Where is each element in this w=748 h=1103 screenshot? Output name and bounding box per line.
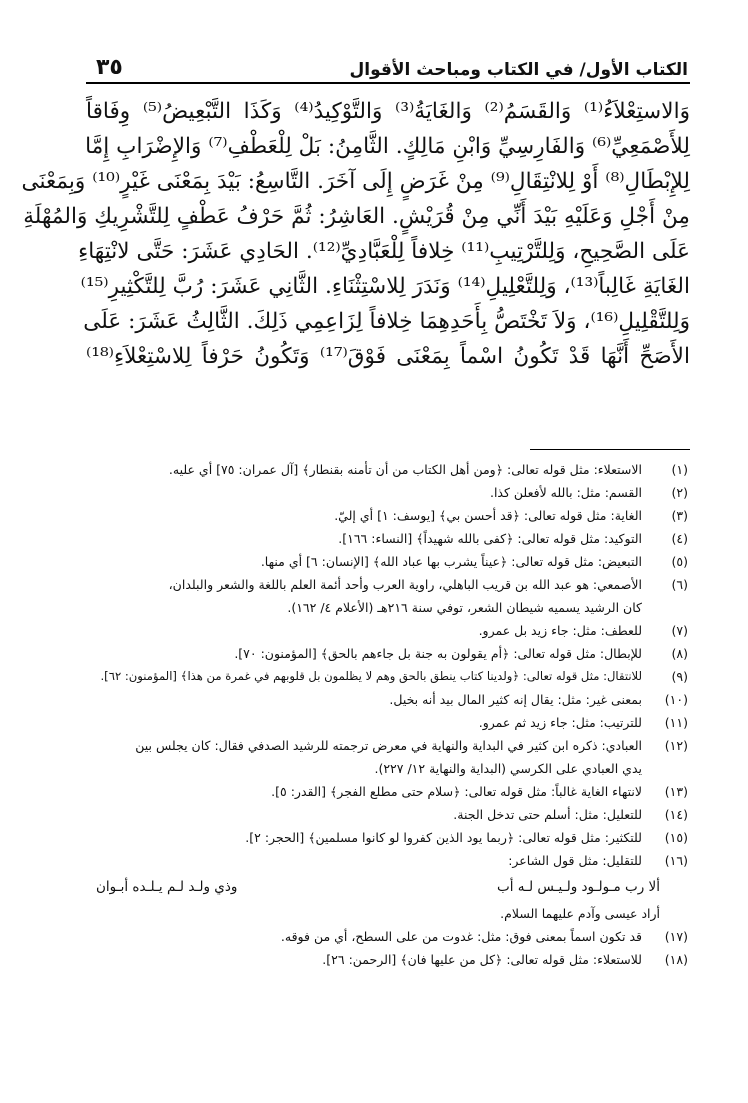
footnote-number: (٣) <box>671 508 688 523</box>
text-line: لِلإِبْطَالِ⁽⁸⁾ أَوْ لِلانْتِقَالِ⁽⁹⁾ مِنْ غَرَضٍ إِلَى آخَرَ. التَّاسِعُ: بَيْدَ بِمَعْنَى غَيْرٍ⁽¹⁰⁾ وَبِمَعْنَى <box>21 169 690 194</box>
footnote-number: (١٨) <box>664 952 688 967</box>
footnote <box>76 504 688 527</box>
footnote <box>76 803 688 826</box>
footnote <box>76 481 688 504</box>
footnote-number: (٨) <box>671 646 688 661</box>
footnote-text: الأصمعي: هو عبد الله بن قريب الباهلي، راوية العرب وأحد أئمة العلم باللغة والشعر والبلدان، <box>168 577 642 592</box>
text-line: مِنْ أَجْلِ وَعَلَيْهِ بَيْدَ أَنِّي مِنْ قُرَيْشٍ. العَاشِرُ: ثُمَّ حَرْفُ عَطْفٍ لِلتَّشْرِيكِ وَالمُهْلَةِ <box>23 204 690 229</box>
footnote <box>76 688 688 711</box>
footnote-text: الغاية: مثل قوله تعالى: ﴿قد أحسن بي﴾ [يوسف: ١] أي إليّ. <box>334 508 642 523</box>
footnote <box>76 711 688 734</box>
text-line: وَلِلتَّقْلِيلِ⁽¹⁶⁾، وَلاَ تَخْتَصُّ بِأَحَدِهِمَا خِلافاً لِزَاعِمِي ذَلِكَ. الثَّالِثُ عَشَرَ: عَلَى <box>83 309 690 334</box>
footnote <box>76 665 688 688</box>
footnote-continuation: كان الرشيد يسميه شيطان الشعر، توفي سنة ٢١٦هـ (الأعلام ٤/ ١٦٢). <box>287 600 642 615</box>
footnote-number: (١٦) <box>664 853 688 868</box>
footnote <box>76 573 688 596</box>
footnote <box>76 527 688 550</box>
footnote-number: (١٧) <box>664 929 688 944</box>
footnote-text: القسم: مثل: بالله لأفعلن كذا. <box>489 485 642 500</box>
footnote-number: (١٤) <box>664 807 688 822</box>
footnote <box>76 925 688 948</box>
footnote-text: التبعيض: مثل قوله تعالى: ﴿عيناً يشرب بها عباد الله﴾ [الإنسان: ٦] أي منها. <box>260 554 642 569</box>
footnote-number: (١٠) <box>664 692 688 707</box>
footnote-text: لانتهاء الغاية غالباً: مثل قوله تعالى: ﴿سلام حتى مطلع الفجر﴾ [القدر: ٥]. <box>271 784 642 799</box>
footnote-number: (١) <box>671 462 688 477</box>
text-line: وَالاستِعْلاَءُ⁽¹⁾ وَالقَسَمُ⁽²⁾ وَالغَايَةُ⁽³⁾ وَالتَّوْكِيدُ⁽⁴⁾ وَكَذَا التَّبْعِيضُ⁽⁵⁾ وِفَاقاً <box>86 99 691 124</box>
footnote-number: (٢) <box>671 485 688 500</box>
footnote-text: للعطف: مثل: جاء زيد بل عمرو. <box>478 623 642 638</box>
running-title: الكتاب الأول/ في الكتاب ومباحث الأقوال <box>349 60 688 80</box>
page-header <box>96 40 688 80</box>
footnote-text: للتكثير: مثل قوله تعالى: ﴿ربما يود الذين كفروا لو كانوا مسلمين﴾ [الحجر: ٢]. <box>245 830 642 845</box>
footnote-divider <box>530 449 690 450</box>
footnote-number: (١٥) <box>664 830 688 845</box>
footnote-number: (٥) <box>671 554 688 569</box>
verse-note: أراد عيسى وآدم عليهما السلام. <box>500 906 660 921</box>
footnote <box>76 780 688 803</box>
footnote <box>76 826 688 849</box>
footnote-number: (٤) <box>671 531 688 546</box>
footnote <box>76 458 688 481</box>
footnote <box>76 550 688 573</box>
footnote <box>76 849 688 872</box>
poetry-verse <box>76 872 688 902</box>
text-line: الغَايَةِ غَالِباً⁽¹³⁾، وَلِلتَّعْلِيلِ⁽¹⁴⁾ وَنَدَرَ لِلاسْتِثْنَاءِ. الثَّانِي عَشَرَ: رُبَّ لِلتَّكْثِيرِ⁽¹⁵⁾ <box>80 274 690 299</box>
footnote-text: للانتقال: مثل قوله تعالى: ﴿ولدينا كتاب ينطق بالحق وهم لا يظلمون بل قلوبهم في غمرة من هذا﴾ [المؤمنون: ٦٢]. <box>100 669 642 683</box>
footnote-number: (٧) <box>671 623 688 638</box>
footnote <box>76 948 688 971</box>
text-line: عَلَى الصَّحِيحِ، وَلِلتَّرْتِيبِ⁽¹¹⁾ خِلافاً لِلْعَبَّادِيِّ⁽¹²⁾. الحَادِي عَشَرَ: حَتَّى لانْتِهَاءِ <box>78 239 690 264</box>
verse-first-hemistich: ألا رب مـولـود ولـيـس لـه أب <box>497 879 660 895</box>
footnote-number: (١٣) <box>664 784 688 799</box>
footnote <box>76 734 688 757</box>
footnote-number: (٩) <box>671 669 688 684</box>
footnote-number: (١٢) <box>664 738 688 753</box>
footnote-text: للإبطال: مثل قوله تعالى: ﴿أم يقولون به جنة بل جاءهم بالحق﴾ [المؤمنون: ٧٠]. <box>234 646 642 661</box>
footnote-text: للتقليل: مثل قول الشاعر: <box>508 853 642 868</box>
footnote-text: العبادي: ذكره ابن كثير في البداية والنهاية في معرض ترجمته للرشيد الصدفي فقال: كان يجلس بين <box>135 738 642 753</box>
footnote-text: للاستعلاء: مثل قوله تعالى: ﴿كل من عليها فان﴾ [الرحمن: ٢٦]. <box>322 952 642 967</box>
footnotes <box>76 458 688 971</box>
text-line: لِلأَصْمَعِيِّ⁽⁶⁾ وَالفَارِسِيِّ وَابْنِ مَالِكٍ. الثَّامِنُ: بَلْ لِلْعَطْفِ⁽⁷⁾ وَالإِضْرَابِ إِمَّا <box>85 134 690 159</box>
footnote-text: الاستعلاء: مثل قوله تعالى: ﴿ومن أهل الكتاب من أن تأمنه بقنطار﴾ [آل عمران: ٧٥] أي عليه. <box>168 462 642 477</box>
footnote-text: قد تكون اسماً بمعنى فوق: مثل: غدوت من على السطح، أي من فوقه. <box>280 929 642 944</box>
footnote-number: (٦) <box>671 577 688 592</box>
footnote-text: للترتيب: مثل: جاء زيد ثم عمرو. <box>478 715 642 730</box>
verse-second-hemistich: وذي ولـد لـم يـلـده أبـوان <box>96 879 238 895</box>
page-number: ٣٥ <box>96 55 123 80</box>
header-divider <box>86 82 690 84</box>
footnote-text: التوكيد: مثل قوله تعالى: ﴿كفى بالله شهيداً﴾ [النساء: ١٦٦]. <box>338 531 642 546</box>
main-text <box>21 94 691 374</box>
footnote-text: للتعليل: مثل: أسلم حتى تدخل الجنة. <box>453 807 642 822</box>
text-line: الأَصَحِّ أَنَّهَا قَدْ تَكُونُ اسْماً بِمَعْنَى فَوْقَ⁽¹⁷⁾ وَتَكُونُ حَرْفاً لِلاسْتِعْلاَءِ⁽¹⁸⁾ <box>86 344 690 369</box>
footnote-continuation: يدي العبادي على الكرسي (البداية والنهاية ١٢/ ٢٢٧). <box>374 761 642 776</box>
footnote <box>76 619 688 642</box>
footnote-text: بمعنى غير: مثل: يقال إنه كثير المال بيد أنه بخيل. <box>389 692 642 707</box>
footnote <box>76 642 688 665</box>
footnote-number: (١١) <box>664 715 688 730</box>
